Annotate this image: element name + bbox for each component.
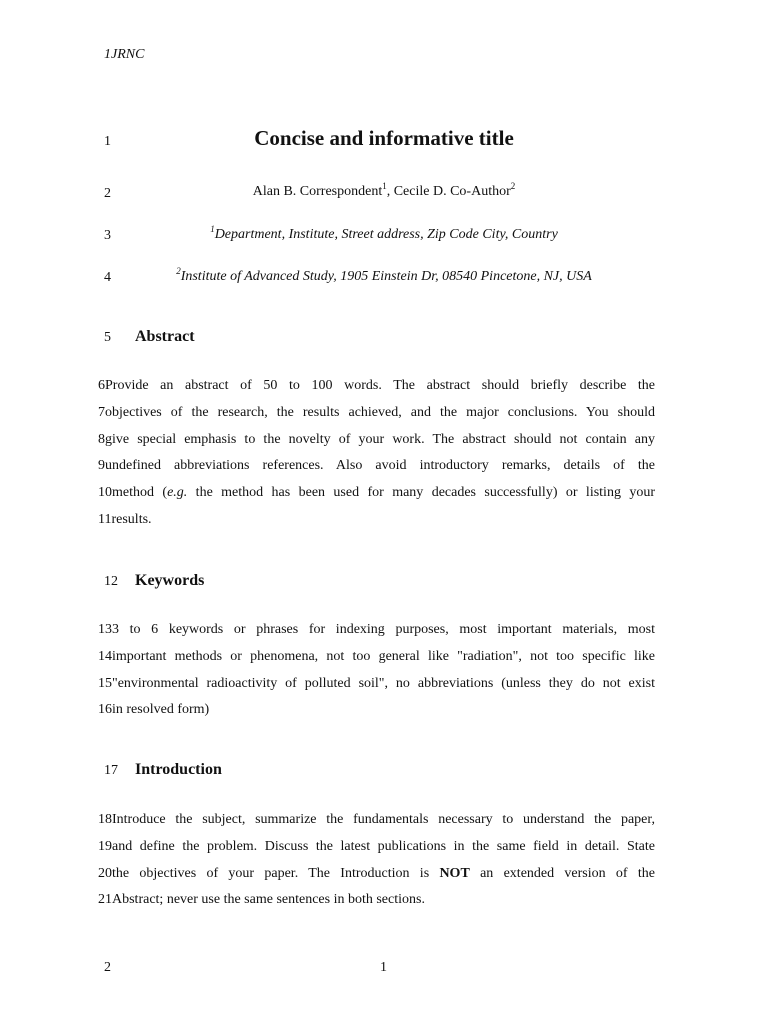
affiliation-text: Institute of Advanced Study, 1905 Einstein Dr, 08540 Pincetone, NJ, USA: [180, 269, 592, 284]
line-text: 3 to 6 keywords or phrases for indexing purposes, most important materials, most: [112, 622, 655, 637]
line-number: 16: [98, 702, 112, 718]
running-header: [104, 47, 144, 63]
line-text: important methods or phenomena, not too general like "radiation", not too specific like: [112, 648, 655, 664]
line-text: Abstract; never use the same sentences in both sections.: [112, 892, 425, 908]
paragraph-line: [98, 453, 655, 480]
author-list: [135, 181, 633, 200]
page-number: 1: [380, 960, 387, 975]
line-number: 14: [98, 648, 112, 664]
line-number: 7: [98, 404, 105, 420]
line-number: 18: [98, 812, 112, 827]
line-number: 10: [98, 485, 112, 501]
footer-line-number: 2: [104, 960, 111, 975]
line-text: results.: [111, 511, 152, 527]
author-name: Cecile D. Co-Author: [393, 184, 511, 199]
author-separator: ,: [386, 184, 394, 199]
line-number: 4: [104, 270, 111, 285]
line-text: [112, 480, 655, 507]
line-number: 12: [104, 574, 118, 589]
author-name: Alan B. Correspondent: [252, 184, 383, 199]
abstract-paragraph: [98, 373, 655, 534]
paragraph-line: [98, 507, 655, 534]
text-segment: the objectives of your paper. The Introduction is: [112, 865, 440, 881]
line-text: undefined abbreviations references. Also avoid introductory remarks, details of the: [105, 458, 655, 474]
introduction-paragraph: [98, 807, 655, 914]
paragraph-line: [98, 807, 655, 834]
section-heading-abstract: Abstract: [135, 328, 195, 345]
text-segment: an extended version of the: [469, 865, 655, 881]
line-number: 5: [104, 330, 111, 345]
affiliation-1: [135, 224, 633, 243]
paragraph-line: [98, 644, 655, 671]
line-text: in resolved form): [112, 702, 210, 718]
paragraph-line: [98, 400, 655, 427]
paragraph-line: [98, 697, 655, 724]
paragraph-line: [98, 887, 655, 914]
line-text: objectives of the research, the results achieved, and the major conclusions. You should: [105, 404, 655, 420]
line-text: [112, 861, 655, 888]
line-number: 6: [98, 378, 105, 393]
line-text: Introduce the subject, summarize the fundamentals necessary to understand the paper,: [112, 812, 655, 827]
section-heading-keywords: Keywords: [135, 572, 205, 589]
line-number: 17: [104, 763, 118, 778]
running-header-text: 1JRNC: [104, 47, 145, 62]
line-text: "environmental radioactivity of polluted soil", no abbreviations (unless they do not exist: [112, 675, 655, 691]
line-number: 19: [98, 838, 112, 854]
line-number: 8: [98, 431, 105, 447]
line-number: 2: [104, 186, 111, 201]
affiliation-mark: 1: [210, 224, 215, 234]
author-affiliation-mark: 1: [382, 181, 387, 191]
line-text: and define the problem. Discuss the latest publications in the same field in detail. State: [112, 838, 655, 854]
paragraph-line: [98, 480, 655, 507]
line-number: 20: [98, 865, 112, 881]
paragraph-line: [98, 671, 655, 698]
line-number: 1: [104, 134, 111, 149]
paragraph-line: [98, 861, 655, 888]
line-text: Provide an abstract of 50 to 100 words. The abstract should briefly describe the: [105, 378, 655, 393]
author-affiliation-mark: 2: [510, 181, 516, 191]
affiliation-2: [135, 266, 633, 285]
emphasis-text: e.g.: [167, 485, 188, 501]
paragraph-line: [98, 427, 655, 454]
keywords-paragraph: [98, 617, 655, 724]
paper-title: Concise and informative title: [254, 126, 514, 150]
strong-text: NOT: [439, 865, 470, 881]
line-number: 21: [98, 892, 112, 908]
section-heading-introduction: Introduction: [135, 761, 222, 778]
paragraph-line: [98, 617, 655, 644]
text-segment: the method has been used for many decades successfully) or listing your: [187, 485, 655, 501]
line-number: 9: [98, 458, 105, 474]
line-number: 15: [98, 675, 112, 691]
affiliation-text: Department, Institute, Street address, Zip Code City, Country: [214, 227, 558, 242]
line-number: 13: [98, 622, 112, 637]
paragraph-line: [98, 373, 655, 400]
line-number: 3: [104, 228, 111, 243]
line-text: give special emphasis to the novelty of your work. The abstract should not contain any: [105, 431, 655, 447]
line-number: 11: [98, 511, 112, 527]
text-segment: method (: [112, 485, 168, 501]
paragraph-line: [98, 834, 655, 861]
affiliation-mark: 2: [176, 266, 181, 276]
